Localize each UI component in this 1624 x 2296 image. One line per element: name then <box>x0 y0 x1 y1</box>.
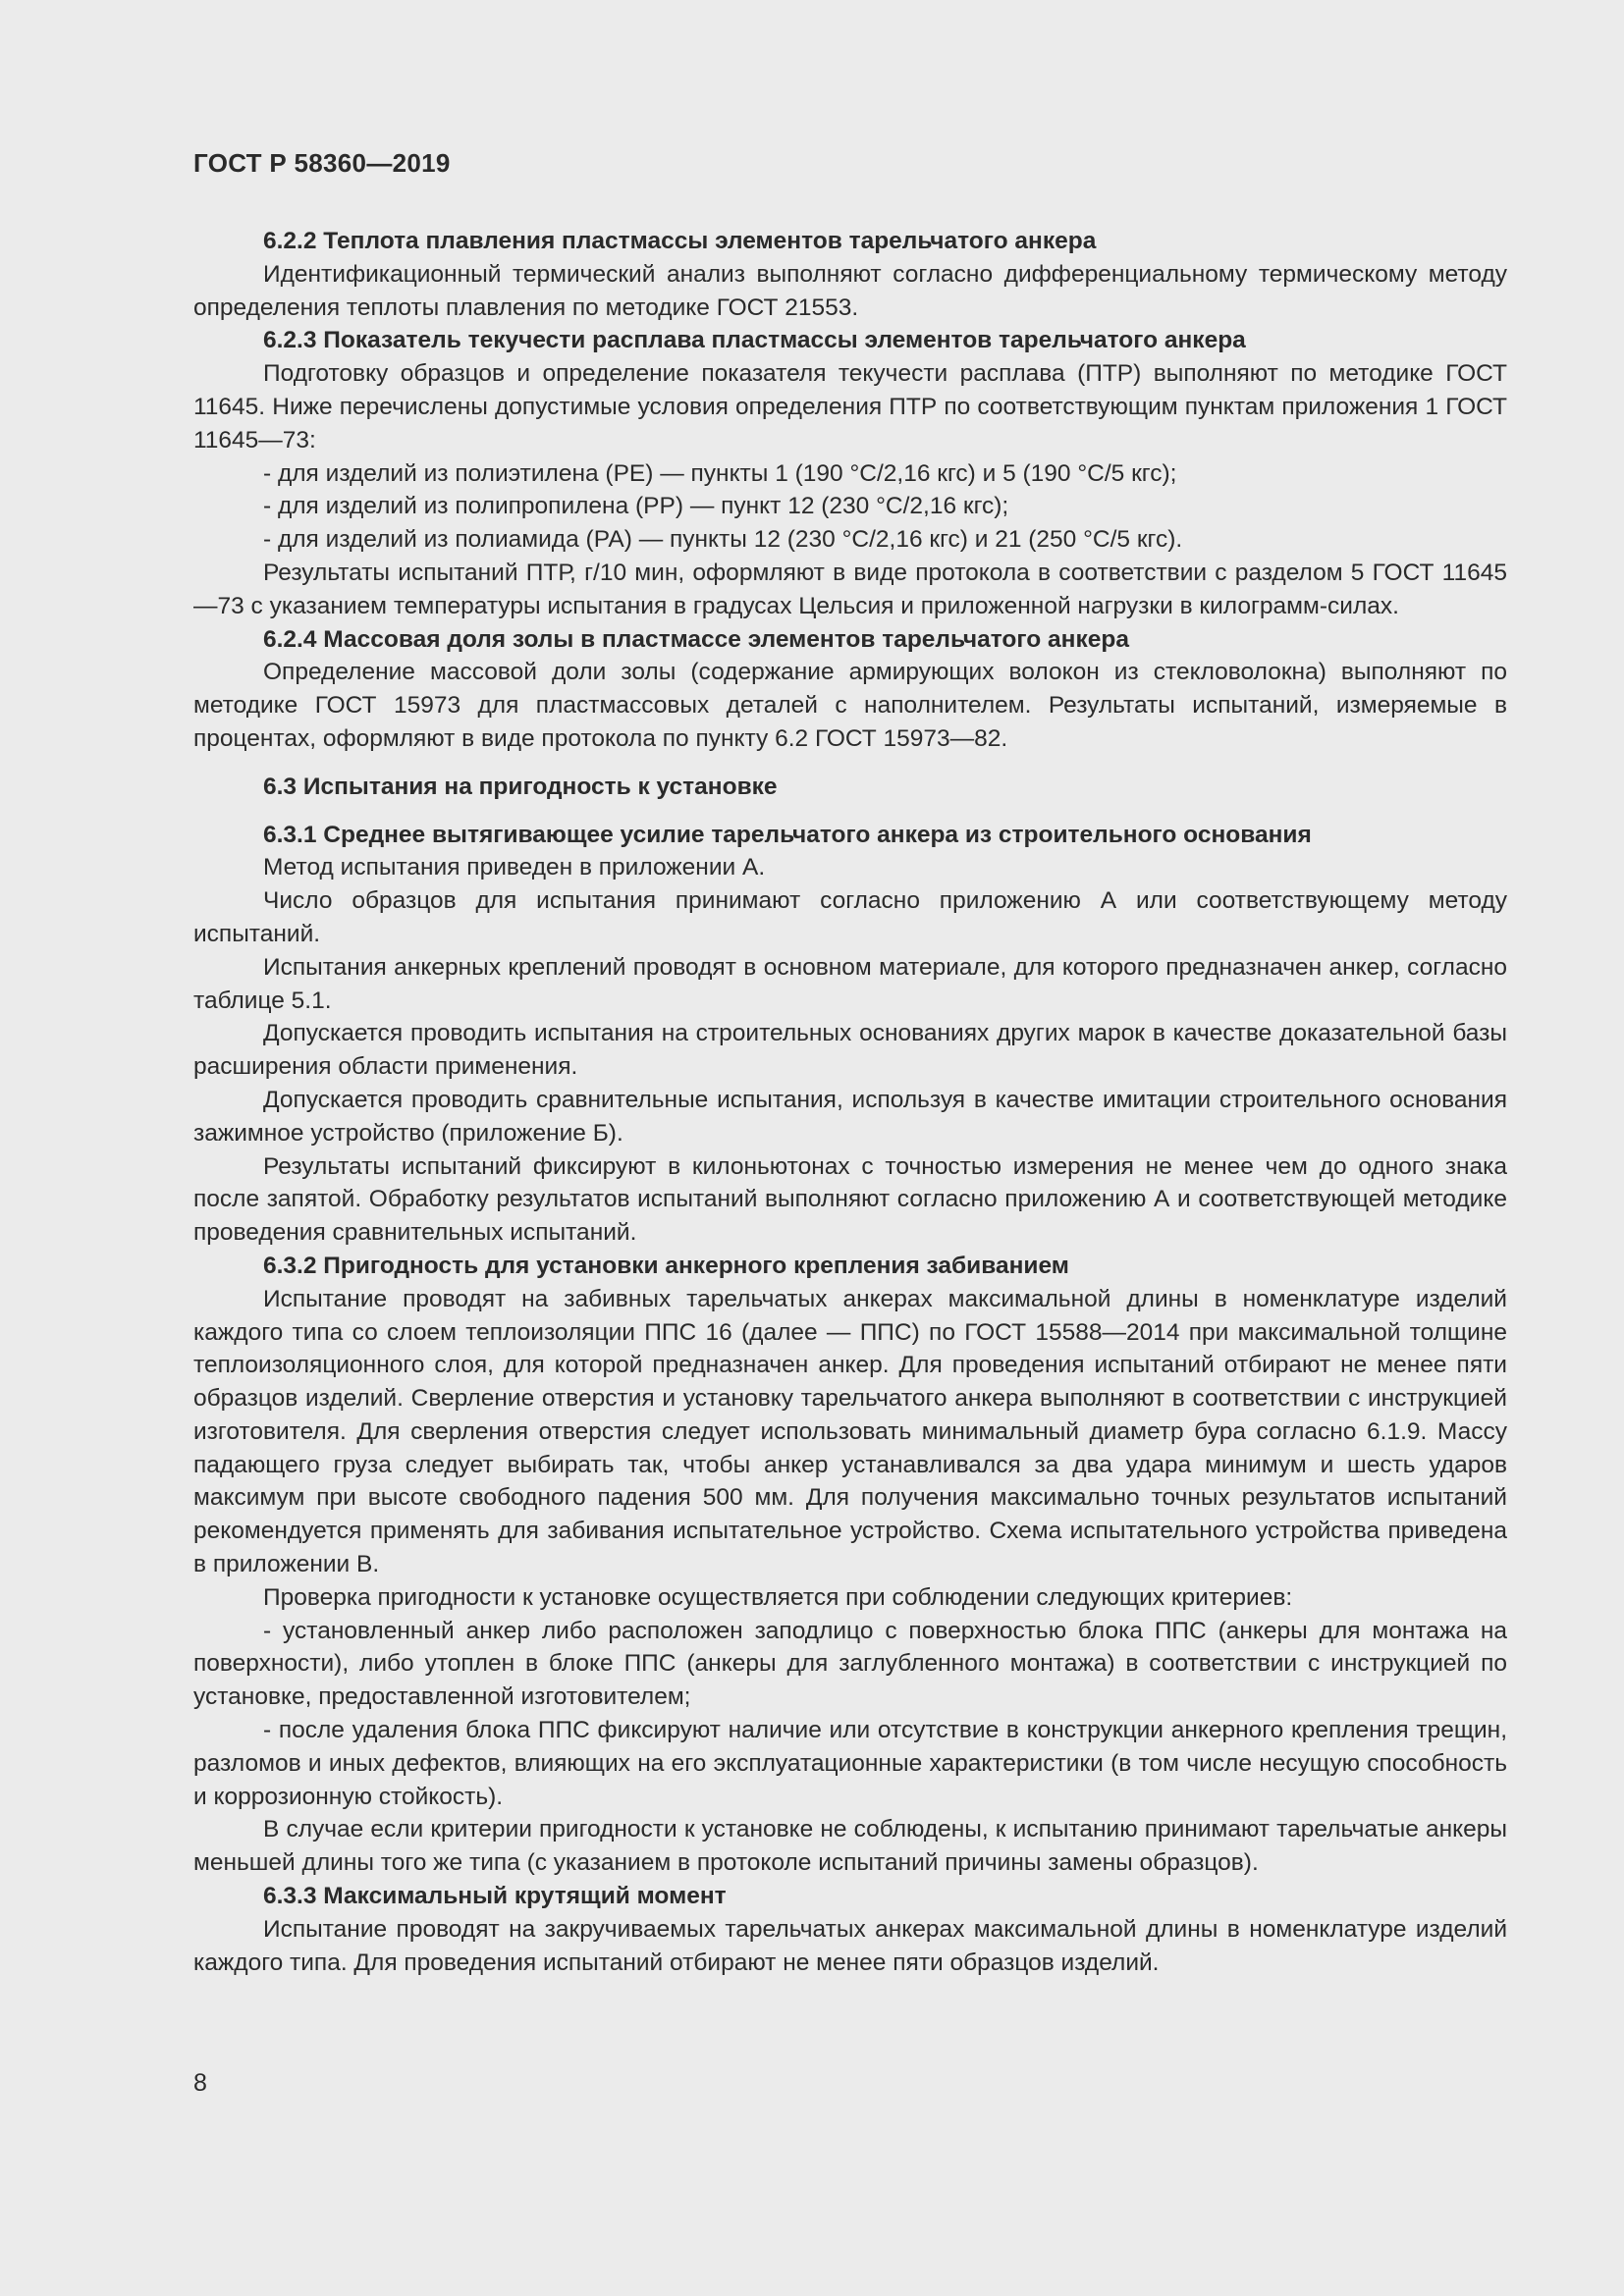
section-heading: 6.3.2 Пригодность для установки анкерного крепления забиванием <box>263 1252 1069 1279</box>
list-item: - для изделий из полиамида (РА) — пункты 12 (230 °С/2,16 кгс) и 21 (250 °С/5 кгс). <box>263 526 1183 554</box>
paragraph: Испытания анкерных креплений проводят в основном материале, для которого предназначен анкер, согласно таблице 5.1. <box>193 953 1507 1014</box>
paragraph: Определение массовой доли золы (содержание армирующих волокон из стекловолокна) выполняют по методике ГОСТ 15973 для пластмассовых деталей с наполнителем. Результаты испытаний, измеряемые в процентах, оформляют в виде протокола по пункту 6.2 ГОСТ 15973—82. <box>193 659 1507 752</box>
paragraph: Идентификационный термический анализ выполняют согласно дифференциальному термическому методу определения теплоты плавления по методике ГОСТ 21553. <box>193 260 1507 321</box>
list-item: - после удаления блока ППС фиксируют наличие или отсутствие в конструкции анкерного крепления трещин, разломов и иных дефектов, влияющих на его эксплуатационные характеристики (в том числе несущую способность и коррозионную стойкость). <box>193 1717 1507 1810</box>
paragraph: Испытание проводят на забивных тарельчатых анкерах максимальной длины в номенклатуре изделий каждого типа со слоем теплоизоляции ППС 16 (далее — ППС) по ГОСТ 15588—2014 при максимальной толщине теплоизоляционного слоя, для которой предназначен анкер. Для проведения испытаний отбирают не менее пяти образцов изделий. Сверление отверстия и установку тарельчатого анкера выполняют в соответствии с инструкцией изготовителя. Для сверления отверстия следует использовать минимальный диаметр бура согласно 6.1.9. Массу падающего груза следует выбирать так, чтобы анкер устанавливался за два удара минимум и шесть ударов максимум при высоте свободного падения 500 мм. Для получения максимально точных результатов испытаний рекомендуется применять для забивания испытательное устройство. Схема испытательного устройства приведена в приложении В. <box>193 1285 1507 1578</box>
document-header: ГОСТ Р 58360—2019 <box>193 148 451 178</box>
section-heading: 6.2.2 Теплота плавления пластмассы элементов тарельчатого анкера <box>263 228 1097 254</box>
paragraph: Подготовку образцов и определение показателя текучести расплава (ПТР) выполняют по методике ГОСТ 11645. Ниже перечислены допустимые условия определения ПТР по соответствующим пунктам приложения 1 ГОСТ 11645—73: <box>193 360 1507 454</box>
list-item: - установленный анкер либо расположен заподлицо с поверхностью блока ППС (анкеры для монтажа на поверхности), либо утоплен в блоке ППС (анкеры для заглубленного монтажа) в соответствии с инструкцией по установке, предоставленной изготовителем; <box>193 1617 1507 1711</box>
document-body <box>193 225 1507 1979</box>
section-heading: 6.3.1 Среднее вытягивающее усилие тарельчатого анкера из строительного основания <box>263 821 1312 848</box>
paragraph: Метод испытания приведен в приложении А. <box>263 854 766 881</box>
list-item: - для изделий из полиэтилена (РЕ) — пункты 1 (190 °С/2,16 кгс) и 5 (190 °С/5 кгс); <box>263 459 1177 487</box>
section-heading: 6.2.3 Показатель текучести расплава пластмассы элементов тарельчатого анкера <box>263 327 1246 354</box>
section-heading: 6.3.3 Максимальный крутящий момент <box>263 1883 727 1910</box>
page-number: 8 <box>193 2069 207 2097</box>
section-heading: 6.2.4 Массовая доля золы в пластмассе элементов тарельчатого анкера <box>263 625 1129 653</box>
paragraph: Проверка пригодности к установке осуществляется при соблюдении следующих критериев: <box>263 1583 1293 1611</box>
list-item: - для изделий из полипропилена (РР) — пункт 12 (230 °С/2,16 кгс); <box>263 493 1009 520</box>
paragraph: Испытание проводят на закручиваемых тарельчатых анкерах максимальной длины в номенклатуре изделий каждого типа. Для проведения испытаний отбирают не менее пяти образцов изделий. <box>193 1915 1507 1976</box>
paragraph: Результаты испытаний фиксируют в килоньютонах с точностью измерения не менее чем до одного знака после запятой. Обработку результатов испытаний выполняют согласно приложению А и соответствующей методике проведения сравнительных испытаний. <box>193 1152 1507 1247</box>
paragraph: Допускается проводить сравнительные испытания, используя в качестве имитации строительного основания зажимное устройство (приложение Б). <box>193 1086 1507 1147</box>
paragraph: Допускается проводить испытания на строительных основаниях других марок в качестве доказательной базы расширения области применения. <box>193 1020 1507 1081</box>
section-heading: 6.3 Испытания на пригодность к установке <box>263 773 778 800</box>
paragraph: Число образцов для испытания принимают согласно приложению А или соответствующему методу испытаний. <box>193 887 1507 947</box>
paragraph: В случае если критерии пригодности к установке не соблюдены, к испытанию принимают тарельчатые анкеры меньшей длины того же типа (с указанием в протоколе испытаний причины замены образцов). <box>193 1816 1507 1877</box>
paragraph: Результаты испытаний ПТР, г/10 мин, оформляют в виде протокола в соответствии с разделом 5 ГОСТ 11645—73 с указанием температуры испытания в градусах Цельсия и приложенной нагрузки в килограмм-силах. <box>193 559 1507 619</box>
